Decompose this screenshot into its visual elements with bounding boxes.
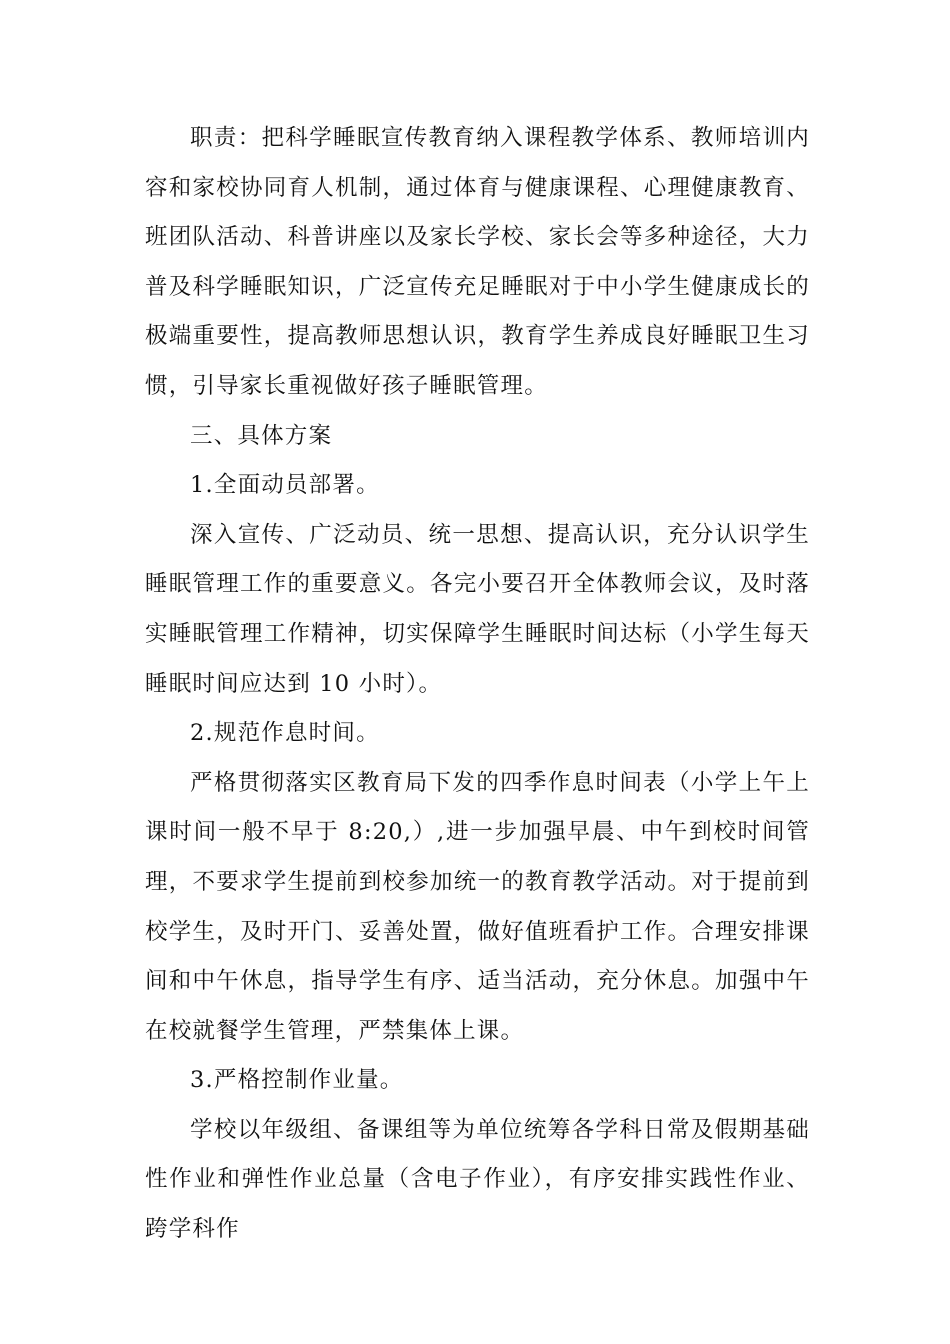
subheading-homework: 3.严格控制作业量。 — [190, 1067, 404, 1094]
document-body — [145, 114, 810, 1255]
section-heading-specific-plan: 三、具体方案 — [190, 422, 333, 449]
paragraph-mobilization: 深入宣传、广泛动员、统一思想、提高认识，充分认识学生睡眠管理工作的重要意义。各完小要召开全体教师会议，及时落实睡眠管理工作精神，切实保障学生睡眠时间达标（小学生每天睡眠时间应达到 10 小时）。 — [145, 521, 810, 697]
paragraph-homework: 学校以年级组、备课组等为单位统筹各学科日常及假期基础性作业和弹性作业总量（含电子作业），有序安排实践性作业、跨学科作 — [145, 1116, 810, 1243]
paragraph-responsibilities: 职责：把科学睡眠宣传教育纳入课程教学体系、教师培训内容和家校协同育人机制，通过体育与健康课程、心理健康教育、班团队活动、科普讲座以及家长学校、家长会等多种途径，大力普及科学睡眠知识，广泛宣传充足睡眠对于中小学生健康成长的极端重要性，提高教师思想认识，教育学生养成良好睡眠卫生习惯，引导家长重视做好孩子睡眠管理。 — [145, 125, 810, 399]
paragraph-schedule: 严格贯彻落实区教育局下发的四季作息时间表（小学上午上课时间一般不早于 8:20,）,进一步加强早晨、中午到校时间管理，不要求学生提前到校参加统一的教育教学活动。对于提前到校学生，及时开门、妥善处置，做好值班看护工作。合理安排课间和中午休息，指导学生有序、适当活动，充分休息。加强中午在校就餐学生管理，严禁集体上课。 — [145, 769, 810, 1044]
subheading-mobilization: 1.全面动员部署。 — [190, 472, 380, 499]
subheading-schedule: 2.规范作息时间。 — [190, 720, 380, 747]
